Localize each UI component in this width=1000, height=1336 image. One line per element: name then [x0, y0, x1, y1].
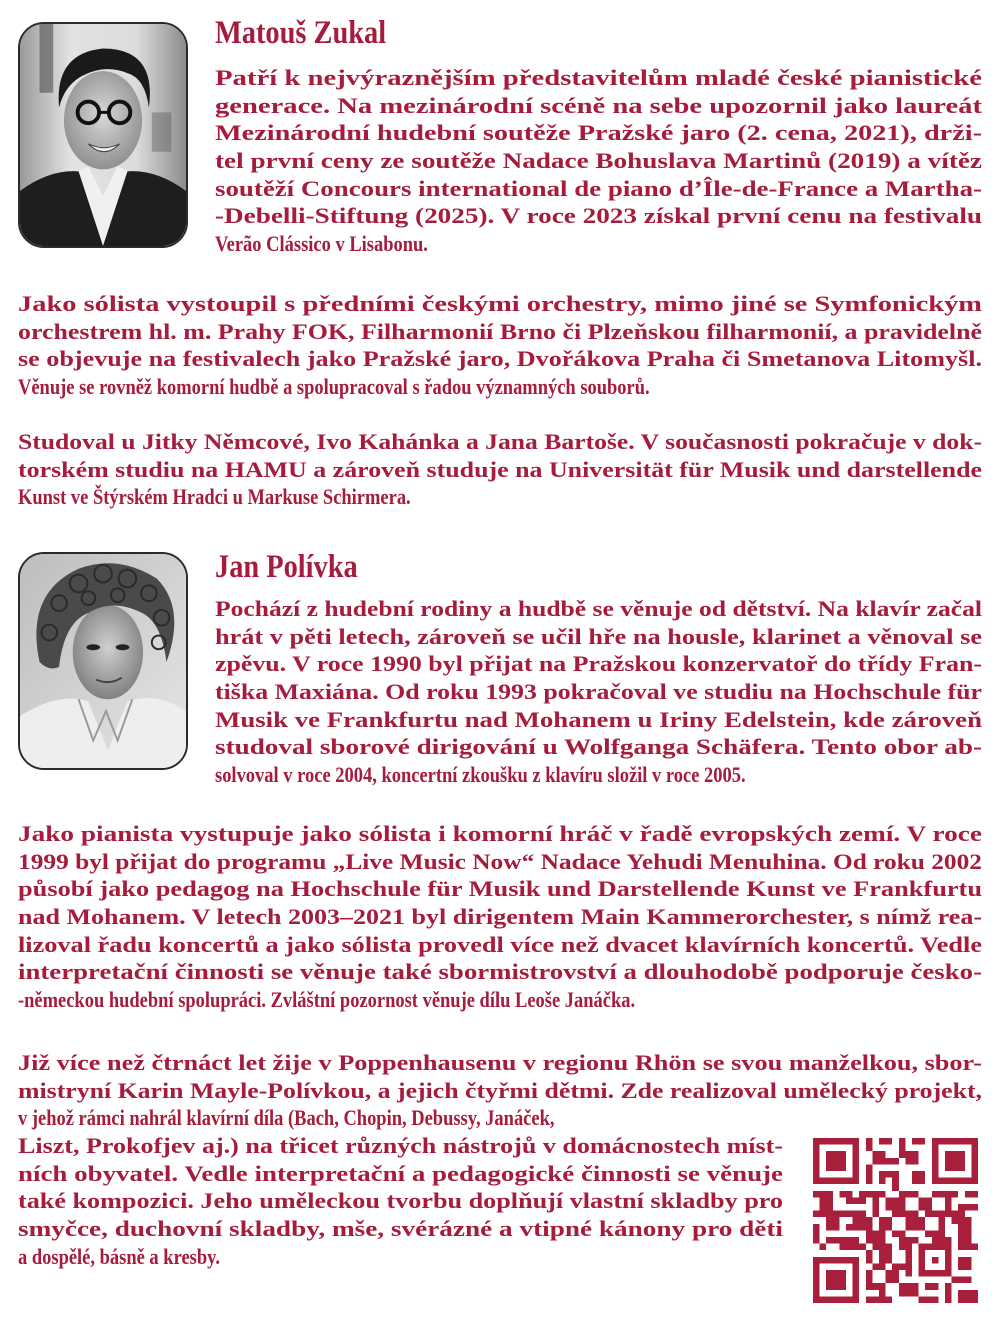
bio-line: tiška Maxiána. Od roku 1993 pokračoval ve studiu na Hochschule für: [215, 679, 982, 705]
profile-paragraph: [18, 428, 982, 511]
qr-code-icon: [813, 1138, 978, 1303]
profile-bio: [215, 64, 982, 258]
bio-line: generace. Na mezinárodní scéně na sebe upozornil jako laureát: [215, 92, 982, 118]
paragraph-line: 1999 byl přijat do programu „Live Music Now“ Nadace Yehudi Menuhina. Od roku 2002: [18, 848, 982, 874]
paragraph-line: Jako sólista vystoupil s předními českými orchestry, mimo jiné se Symfonickým: [18, 291, 982, 316]
bio-line: zpěvu. V roce 1990 byl přijat na Pražskou konzervatoř do třídy Fran-: [215, 651, 982, 677]
paragraph-line: také kompozici. Jeho uměleckou tvorbu doplňují vlastní skladby pro: [18, 1188, 783, 1214]
bio-line: Pochází z hudební rodiny a hudbě se věnuje od dětství. Na klavír začal: [215, 596, 982, 621]
bio-line: Verão Clássico v Lisabonu.: [215, 231, 428, 257]
profile-paragraph: [18, 290, 982, 401]
bio-line: Musik ve Frankfurtu nad Mohanem u Iriny Edelstein, kde zároveň: [215, 706, 983, 732]
paragraph-line: interpretační činnosti se věnuje také sbormistrovství a dlouhodobě podporuje česko-: [18, 959, 982, 985]
photo-matous-zukal: [18, 22, 188, 248]
paragraph-line: působí jako pedagog na Hochschule für Musik und Darstellende Kunst ve Frankfurtu: [18, 876, 983, 902]
paragraph-line: nad Mohanem. V letech 2003–2021 byl dirigentem Main Kammerorchester, s nímž rea-: [18, 904, 983, 930]
profile-bio: [215, 595, 982, 789]
portrait-image: [20, 554, 186, 768]
paragraph-line: se objevuje na festivalech jako Pražské jaro, Dvořákova Praha či Smetanova Litomyšl.: [18, 346, 982, 372]
profile-name: Matouš Zukal: [215, 15, 387, 51]
bio-line: Mezinárodní hudební soutěže Pražské jaro (2. cena, 2021), drži-: [215, 120, 982, 146]
paragraph-line: Liszt, Prokofjev aj.) na třicet různých nástrojů v domácnostech míst-: [18, 1133, 783, 1159]
paragraph-line: smyčce, duchovní skladby, mše, svérázné a vtipné kánony pro děti: [18, 1216, 783, 1242]
paragraph-line: orchestrem hl. m. Prahy FOK, Filharmonií Brno či Plzeňskou filharmonií, a pravidelně: [18, 318, 982, 344]
paragraph-line: Jako pianista vystupuje jako sólista i komorní hráč v řadě evropských zemí. V roce: [18, 821, 982, 846]
paragraph-line: Kunst ve Štýrském Hradci u Markuse Schirmera.: [18, 484, 411, 510]
photo-jan-polivka: [18, 552, 188, 770]
profile-paragraph: [18, 820, 982, 1014]
paragraph-line: mistryní Karin Mayle-Polívkou, a jejich čtyřmi dětmi. Zde realizoval umělecký projekt,: [18, 1077, 983, 1103]
paragraph-line: Studoval u Jitky Němcové, Ivo Kahánka a Jana Bartoše. V současnosti pokračuje v dok-: [18, 429, 982, 454]
portrait-image: [20, 24, 186, 246]
bio-line: -Debelli-Stiftung (2025). V roce 2023 získal první cenu na festivalu: [215, 203, 982, 229]
profile-name: Jan Polívka: [215, 549, 358, 585]
bio-line: studoval sborové dirigování u Wolfganga Schäfera. Tento obor ab-: [215, 734, 982, 760]
paragraph-line: ních obyvatel. Vedle interpretační a pedagogické činnosti se věnuje: [18, 1160, 783, 1186]
paragraph-line: a dospělé, básně a kresby.: [18, 1243, 220, 1269]
paragraph-line: torském studiu na HAMU a zároveň studuje na Universität für Musik und darstellende: [18, 456, 982, 482]
qr-code[interactable]: [813, 1138, 978, 1303]
bio-line: soutěží Concours international de piano d’Île-de-France a Martha-: [215, 175, 982, 201]
paragraph-line: lizoval řadu koncertů a jako sólista provedl více než dvacet klavírních koncertů. Vedle: [18, 931, 982, 957]
paragraph-line: Věnuje se rovněž komorní hudbě a spolupracoval s řadou významných souborů.: [18, 374, 650, 400]
bio-line: tel první ceny ze soutěže Nadace Bohuslava Martinů (2019) a vítěz: [215, 148, 982, 174]
paragraph-line: v jehož rámci nahrál klavírní díla (Bach, Chopin, Debussy, Janáček,: [18, 1105, 555, 1131]
paragraph-line: -německou hudební spolupráci. Zvláštní pozornost věnuje dílu Leoše Janáčka.: [18, 987, 636, 1013]
paragraph-line: Již více než čtrnáct let žije v Poppenhausenu v regionu Rhön se svou manželkou, sbor-: [18, 1050, 982, 1075]
bio-line: Patří k nejvýraznějším představitelům mladé české pianistické: [215, 65, 982, 90]
bio-line: hrát v pěti letech, zároveň se učil hře na housle, klarinet a věnoval se: [215, 623, 982, 649]
bio-line: solvoval v roce 2004, koncertní zkoušku z klavíru složil v roce 2005.: [215, 762, 746, 788]
